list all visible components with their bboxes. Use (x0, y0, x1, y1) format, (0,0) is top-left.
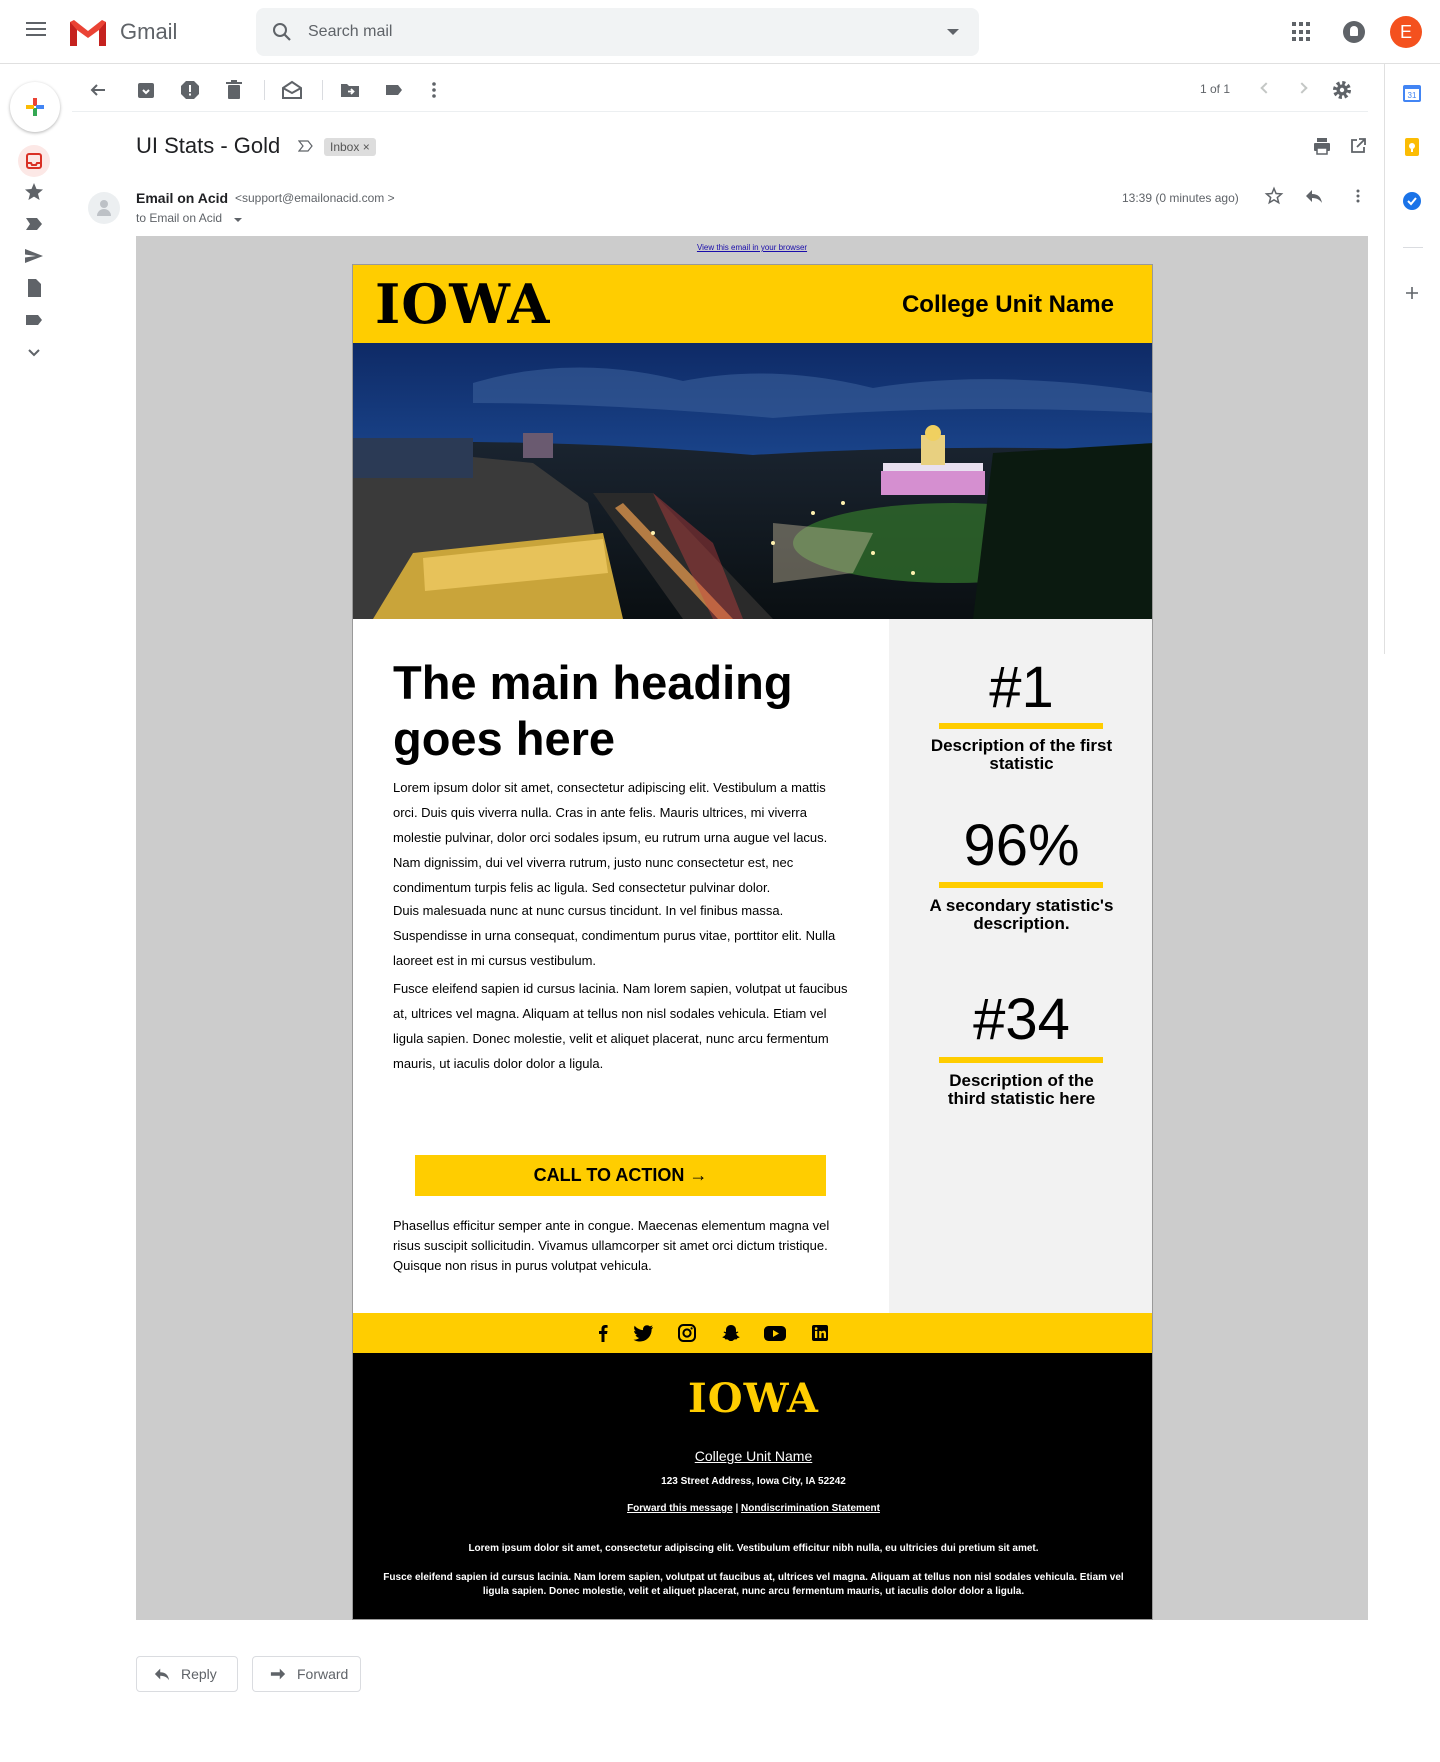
app-name: Gmail (120, 19, 178, 44)
mark-unread-icon[interactable] (280, 78, 304, 102)
sender-email: <support@emailonacid.com > (235, 191, 395, 205)
nav-inbox[interactable] (18, 145, 50, 177)
newsletter-header (353, 265, 1153, 343)
social-media-bar (353, 1313, 1153, 1353)
footer-address: 123 Street Address, Iowa City, IA 52242 (661, 1476, 846, 1487)
delete-icon[interactable] (222, 78, 246, 102)
forward-button-label: Forward (297, 1666, 349, 1682)
more-chevron-down-icon[interactable] (22, 340, 46, 364)
twitter-icon[interactable] (632, 1323, 654, 1343)
compose-button[interactable] (10, 82, 60, 132)
main-menu-button[interactable] (20, 18, 52, 46)
keep-icon[interactable] (1401, 136, 1423, 158)
drafts-icon[interactable] (22, 276, 46, 300)
snapchat-icon[interactable] (721, 1323, 741, 1343)
tasks-icon[interactable] (1401, 190, 1423, 212)
main-heading: The main heading goes here (393, 656, 793, 765)
forward-message-link[interactable]: Forward this message (627, 1503, 733, 1514)
report-spam-icon[interactable] (178, 78, 202, 102)
search-options-chevron-down-icon[interactable] (947, 29, 959, 35)
search-input[interactable] (308, 20, 888, 44)
facebook-icon[interactable] (593, 1323, 613, 1343)
reply-button[interactable] (136, 1656, 238, 1692)
stat-description: Description of the third statistic here (947, 1071, 1096, 1108)
svg-text:31: 31 (1407, 91, 1417, 100)
stat-value: #1 (989, 655, 1054, 720)
footer-text: Lorem ipsum dolor sit amet, consectetur adipiscing elit. Vestibulum efficitur nibh nulla, eu ultricies dui pretium sit amet. (468, 1543, 1039, 1554)
body-paragraph: Phasellus efficitur semper ante in congue. Maecenas elementum magna vel risus suscipit sollicitudin. Vivamus ullamcorper sit amet orci dictum tristique. Quisque non risus in purus volutpat vehicula. (393, 1218, 830, 1273)
body-paragraph: Lorem ipsum dolor sit amet, consectetur adipiscing elit. Vestibulum a mattis orci. Duis quis viverra nulla. Cras in ante felis. Mauris ultrices, mi viverra molestie pulvinar, dolor orci sodales ipsum, eu rutrum urna augue vel lacus. Nam dignissim, dui vel viverra rutrum, justo nunc consectetur est, nec condimentum turpis felis ac ligula. Sed consectetur pulvinar dolor. (393, 780, 828, 895)
call-to-action-button[interactable]: CALL TO ACTION → (415, 1155, 826, 1196)
pagination-count: 1 of 1 (1200, 82, 1231, 96)
importance-marker-icon[interactable] (298, 140, 314, 152)
calendar-icon[interactable] (1401, 82, 1423, 104)
settings-gear-icon[interactable] (1330, 78, 1354, 102)
footer-unit-link[interactable]: College Unit Name (694, 1448, 813, 1464)
reply-arrow-icon (153, 1666, 171, 1682)
important-icon[interactable] (22, 212, 46, 236)
older-chevron-right-icon[interactable] (1296, 82, 1307, 93)
starred-icon[interactable] (22, 180, 46, 204)
footer-iowa-logo: IOWA (688, 1375, 819, 1422)
plus-icon (23, 95, 47, 119)
email-newsletter (352, 264, 1153, 1620)
message-timestamp: 13:39 (0 minutes ago) (1122, 191, 1239, 205)
inbox-icon (25, 152, 43, 170)
stat-description: A secondary statistic's description. (929, 896, 1114, 933)
inbox-label-chip[interactable]: Inbox × (324, 138, 376, 156)
side-panel (1384, 64, 1440, 654)
more-vert-icon[interactable] (422, 78, 446, 102)
main-content-column (353, 619, 889, 1313)
sent-icon[interactable] (22, 244, 46, 268)
move-to-icon[interactable] (338, 78, 362, 102)
forward-button[interactable] (252, 1656, 361, 1692)
newsletter-footer (353, 1353, 1153, 1620)
newer-chevron-left-icon[interactable] (1260, 82, 1271, 93)
side-panel-divider (1403, 247, 1423, 248)
sender-avatar (88, 192, 120, 224)
body-paragraph: Fusce eleifend sapien id cursus lacinia. Nam lorem sapien, volutpat ut faucibus at, ultrices vel magna. Aliquam at tellus non nisl sodales vehicula. Etiam vel ligula sapien. Donec molestie, velit et aliquet placerat, nunc arcu fermentum mauris, ut iaculis dolor dolor a ligula. (393, 981, 848, 1071)
google-apps-icon[interactable] (1292, 22, 1312, 42)
nondiscrimination-link[interactable]: Nondiscrimination Statement (741, 1503, 880, 1514)
linkedin-icon[interactable] (810, 1323, 830, 1343)
stat-divider (939, 723, 1103, 729)
account-avatar[interactable]: E (1390, 16, 1422, 48)
statistics-column (889, 619, 1153, 1313)
recipient-details-chevron-down-icon[interactable] (234, 218, 242, 222)
hero-image-campus-night (353, 343, 1153, 619)
sender-name[interactable]: Email on Acid (136, 190, 229, 206)
reply-button-label: Reply (181, 1666, 217, 1682)
youtube-icon[interactable] (763, 1323, 787, 1343)
stat-value: 96% (963, 813, 1080, 878)
labels-icon[interactable] (382, 78, 406, 102)
stat-value: #34 (973, 987, 1070, 1052)
star-icon[interactable] (1264, 186, 1284, 206)
forward-arrow-icon (269, 1666, 287, 1682)
footer-links (353, 1503, 1153, 1514)
iowa-logo: IOWA (375, 272, 551, 336)
email-body-background (136, 236, 1368, 1620)
stat-description: Description of the first statistic (930, 736, 1113, 773)
footer-text: Fusce eleifend sapien id cursus lacinia. Nam lorem sapien, volutpat ut faucibus at, ultrices vel magna. Aliquam at tellus non nisl sodales vehicula. Etiam vel ligula sapien. Donec molestie, velit et aliquet placerat, nunc arcu fermentum mauris, ut iaculis dolor dolor a ligula. (383, 1572, 1124, 1597)
notifications-icon[interactable] (1343, 21, 1365, 43)
print-icon[interactable] (1312, 136, 1332, 156)
back-arrow-icon[interactable] (86, 78, 110, 102)
stat-divider (939, 1057, 1103, 1063)
stat-divider (939, 882, 1103, 888)
reply-icon[interactable] (1304, 187, 1324, 205)
open-new-window-icon[interactable] (1348, 136, 1368, 156)
view-in-browser-link[interactable]: View this email in your browser (696, 243, 808, 252)
archive-icon[interactable] (134, 78, 158, 102)
toolbar-divider (322, 80, 323, 100)
top-bar (0, 0, 1440, 64)
search-bar (256, 8, 979, 56)
gmail-logo-icon[interactable] (68, 18, 108, 48)
label-icon[interactable] (22, 308, 46, 332)
search-icon[interactable] (270, 20, 294, 44)
body-paragraph: Duis malesuada nunc at nunc cursus tincidunt. In vel finibus massa. Suspendisse in urna consequat, condimentum purus vitae, porttitor elit. Nulla laoreet est in mi cursus vestibulum. (393, 903, 836, 968)
message-more-vert-icon[interactable] (1350, 188, 1366, 204)
add-addon-plus-icon[interactable] (1401, 282, 1423, 304)
footer-link-separator: | (735, 1503, 739, 1514)
college-unit-name: College Unit Name (901, 291, 1114, 318)
email-subject: UI Stats - Gold (136, 133, 281, 158)
instagram-icon[interactable] (677, 1323, 697, 1343)
recipient-line: to Email on Acid (136, 211, 223, 225)
message-toolbar (72, 68, 1368, 112)
toolbar-divider (264, 80, 265, 100)
